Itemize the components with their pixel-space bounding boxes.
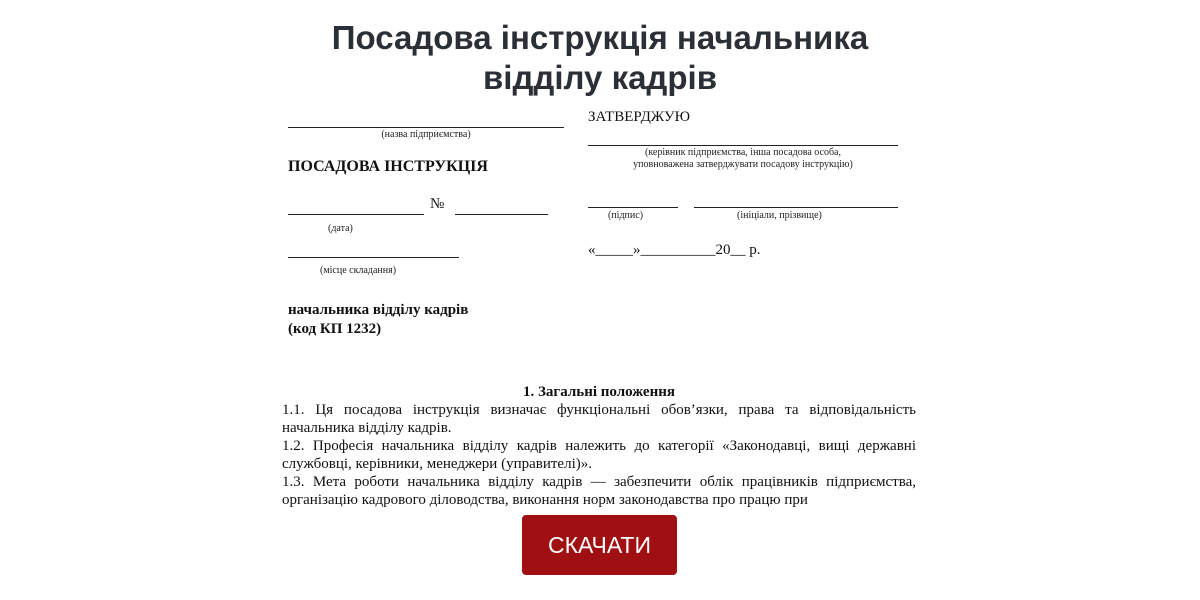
approver-caption-2: уповноважена затверджувати посадову інструкцію) bbox=[633, 159, 853, 170]
name-caption: (ініціали, прізвище) bbox=[737, 210, 822, 221]
signature-caption: (підпис) bbox=[608, 210, 644, 221]
company-name-line bbox=[288, 127, 564, 128]
page-title bbox=[0, 18, 1200, 98]
section-1 bbox=[282, 383, 916, 509]
approve-label: ЗАТВЕРДЖУЮ bbox=[588, 109, 691, 125]
place-caption: (місце складання) bbox=[320, 265, 397, 276]
approver-line bbox=[588, 145, 898, 146]
document-preview bbox=[280, 108, 920, 508]
download-button[interactable]: СКАЧАТИ bbox=[522, 515, 677, 575]
signature-line bbox=[588, 207, 678, 208]
paragraph-1-2: 1.2. Професія начальника відділу кадрів належить до категорії «Законодавці, вищі державні службовці, керівники, менеджери (управителі)». bbox=[282, 438, 916, 472]
doc-date-line bbox=[288, 214, 424, 215]
paragraph-1-3: 1.3. Мета роботи начальника відділу кадрів — забезпечити облік працівників підприємства, організацію кадрового діловодства, виконання норм законодавства про працю при bbox=[282, 474, 916, 508]
initials-line bbox=[694, 207, 898, 208]
approver-caption-1: (керівник підприємства, інша посадова особа, bbox=[644, 147, 841, 158]
date-caption: (дата) bbox=[328, 223, 353, 234]
doc-type-heading: ПОСАДОВА ІНСТРУКЦІЯ bbox=[288, 158, 488, 175]
approval-date: «_____»__________20__ р. bbox=[588, 242, 761, 258]
place-line bbox=[288, 257, 459, 258]
position-code: (код КП 1232) bbox=[288, 321, 382, 337]
page-title-line-2: відділу кадрів bbox=[483, 59, 717, 96]
number-sign: № bbox=[430, 196, 445, 212]
paragraph-1-1: 1.1. Ця посадова інструкція визначає функціональні обов’язки, права та відповідальність начальника відділу кадрів. bbox=[282, 402, 916, 436]
company-caption: (назва підприємства) bbox=[381, 129, 471, 140]
section-1-heading: 1. Загальні положення bbox=[523, 384, 675, 400]
doc-number-line bbox=[455, 214, 548, 215]
page-title-line-1: Посадова інструкція начальника bbox=[331, 19, 869, 56]
position-title: начальника відділу кадрів bbox=[288, 302, 469, 318]
